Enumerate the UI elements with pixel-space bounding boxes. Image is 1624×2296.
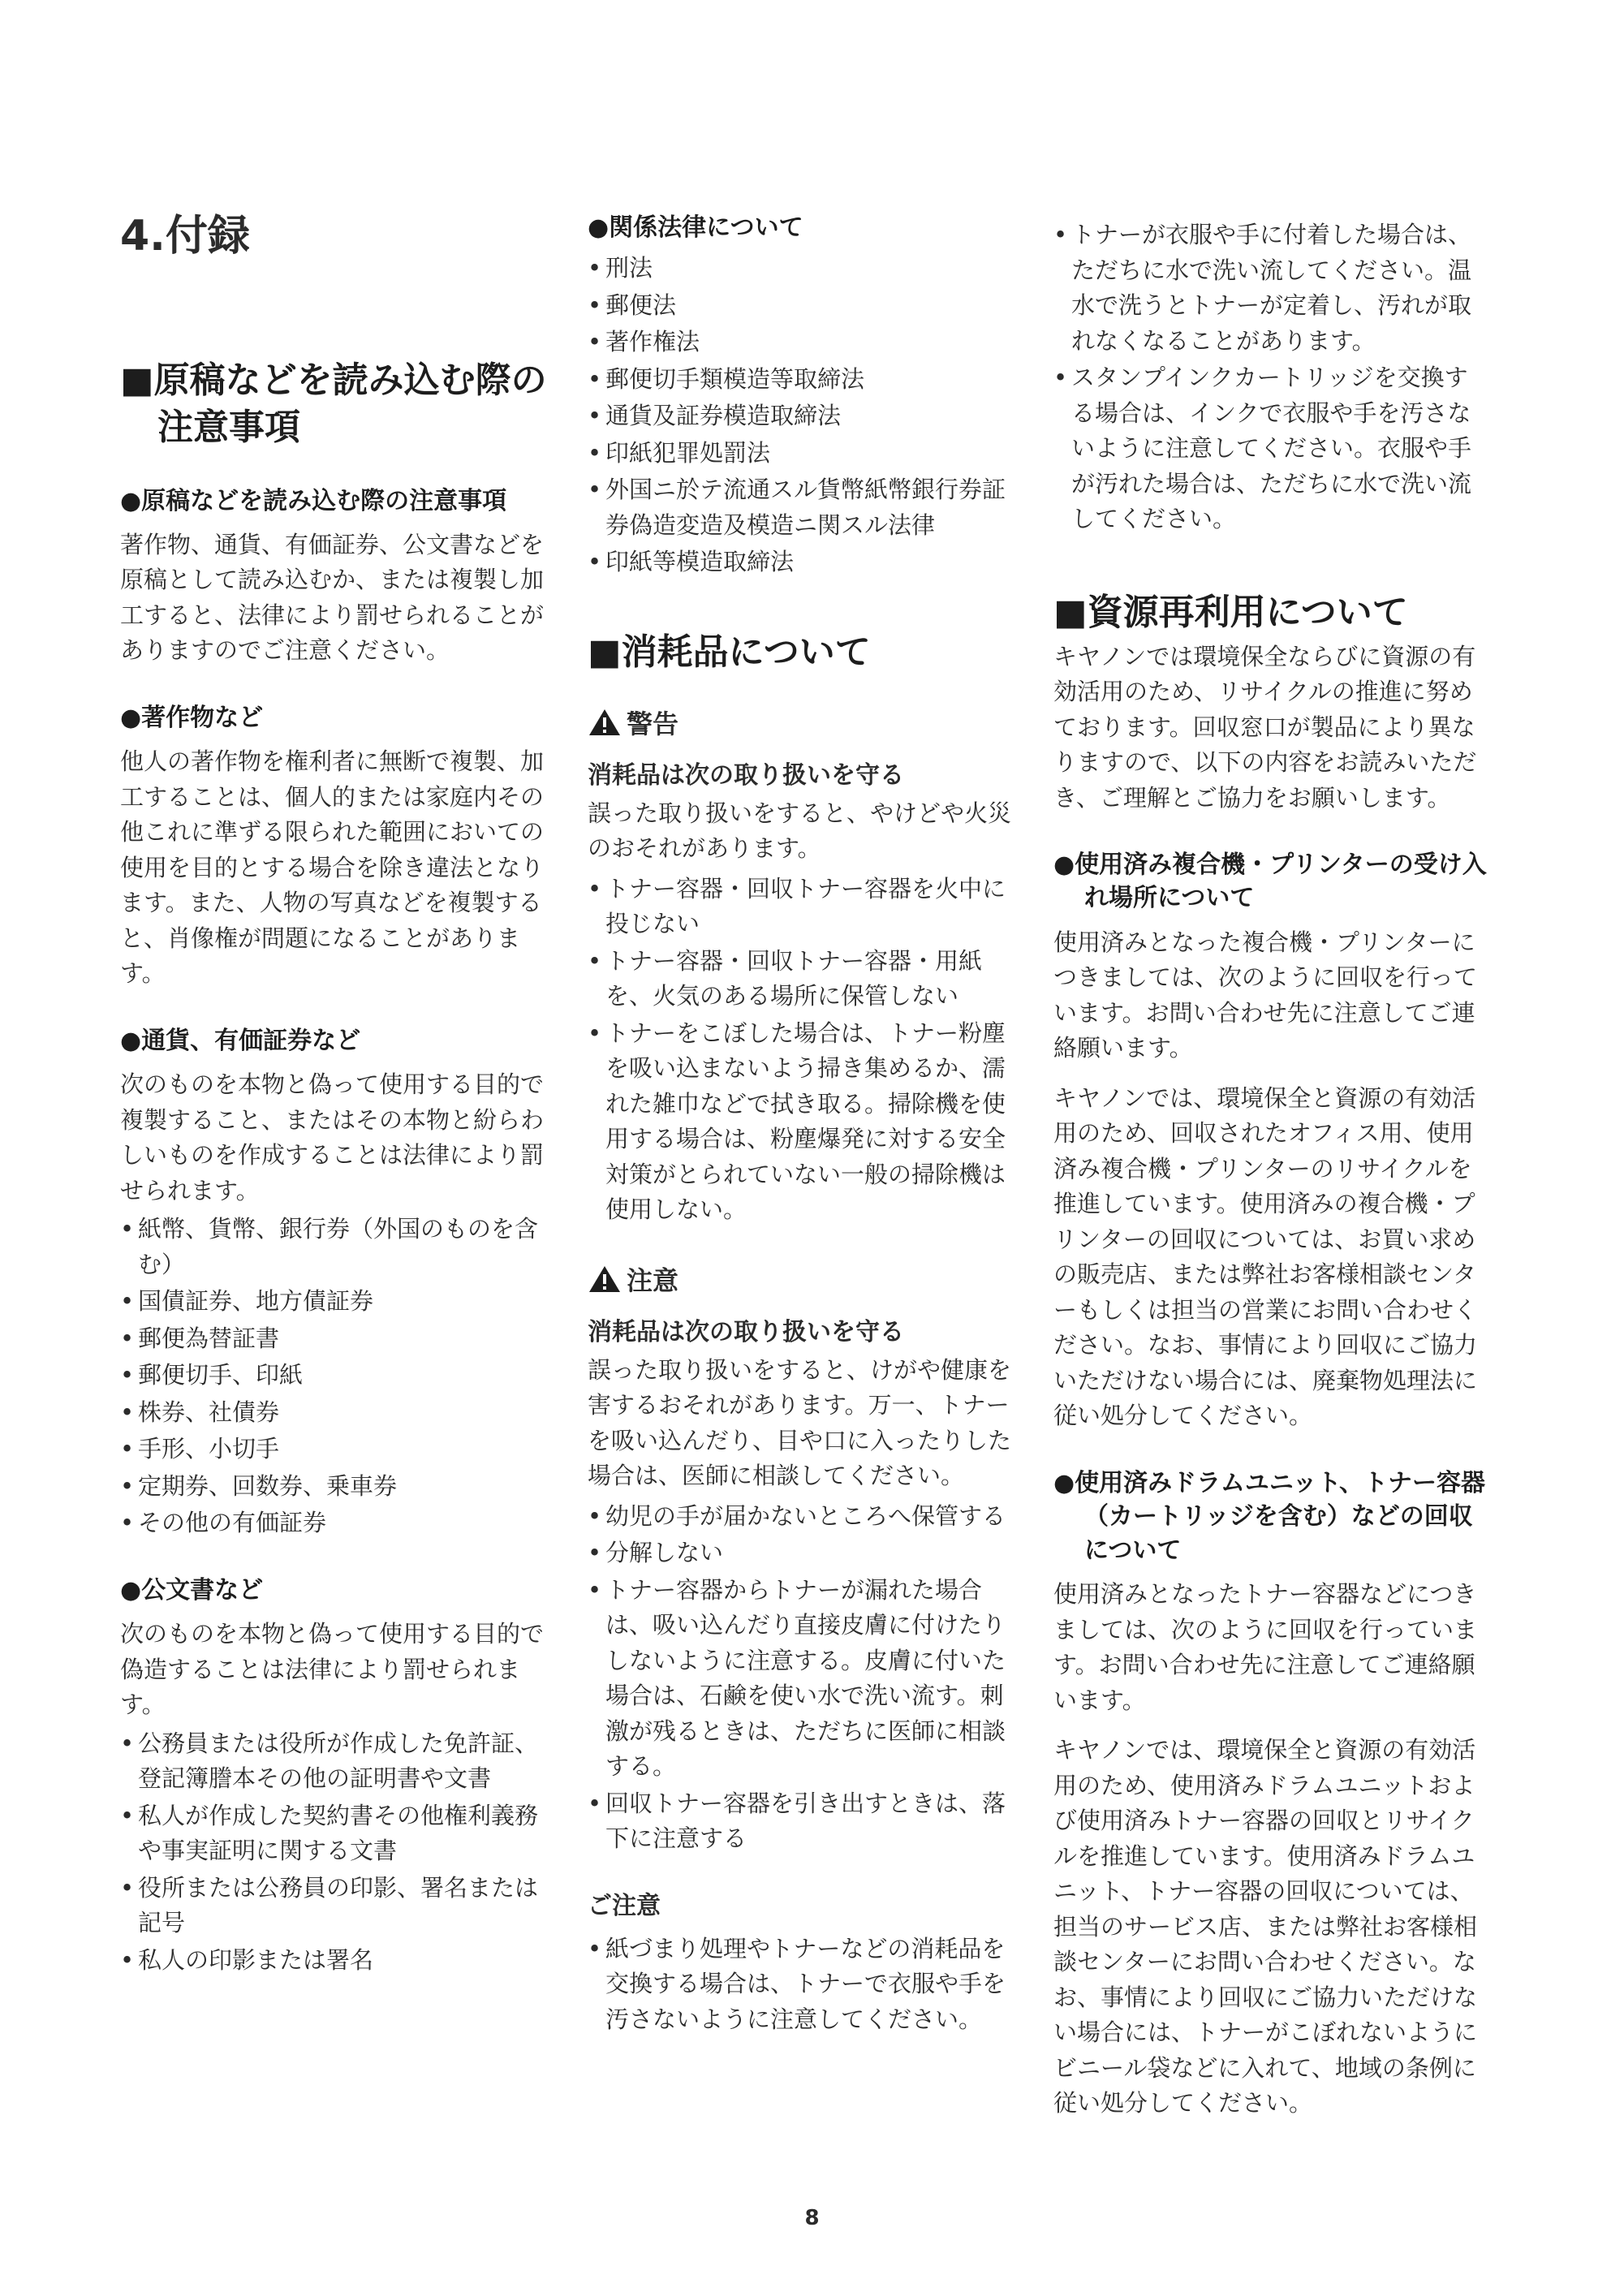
caution-heading: 消耗品は次の取り扱いを守る bbox=[588, 1317, 904, 1346]
list-item: • 著作権法 bbox=[588, 328, 700, 356]
list-item: • 郵便為替証書 bbox=[120, 1324, 280, 1352]
list-item: • 通貨及証券模造取締法 bbox=[588, 402, 842, 430]
list-item: • 外国ニ於テ流通スル貨幣紙幣銀行券証券偽造変造及模造ニ関スル法律 bbox=[588, 476, 1006, 539]
warning-label: 警告 bbox=[588, 704, 1018, 741]
column-left bbox=[120, 211, 554, 1978]
paragraph-used-drum-toner-2: キヤノンでは、環境保全と資源の有効活用のため、使用済みドラムユニットおよび使用済みトナー容器の回収とリサイクルを推進しています。使用済みドラムユニット、トナー容器の回収については、担当のサービス店、または弊社お客様相談センターにお問い合わせください。なお、事情により回収にご協力いただけない場合には、トナーがこぼれないようにビニール袋などに入れて、地域の条例に従い処分してください。 bbox=[1053, 1736, 1478, 2117]
caution-list bbox=[588, 1499, 1018, 1857]
paragraph-recycling: キヤノンでは環境保全ならびに資源の有効活用のため、リサイクルの推進に努めております。回収窓口が製品により異なりますので、以下の内容をお読みいただき、ご理解とご協力をお願いします。 bbox=[1053, 642, 1477, 812]
list-item: • 株券、社債券 bbox=[120, 1398, 280, 1426]
list-item: • 国債証券、地方債証券 bbox=[120, 1287, 374, 1316]
list-item: • 役所または公務員の印影、署名または記号 bbox=[120, 1873, 539, 1937]
paragraph-used-mfp-1: 使用済みとなった複合機・プリンターにつきましては、次のように回収を行っています。お問い合わせ先に注意してご連絡願います。 bbox=[1053, 928, 1478, 1062]
list-item: • 印紙等模造取締法 bbox=[588, 548, 795, 576]
page-number: 8 bbox=[804, 2206, 820, 2230]
subsection-title-public-documents: ●公文書など bbox=[120, 1575, 264, 1605]
list-item: • 私人の印影または署名 bbox=[120, 1945, 374, 1974]
subsection-title-currency: ●通貨、有価証券など bbox=[120, 1026, 361, 1055]
caution-paragraph: 誤った取り扱いをすると、けがや健康を害するおそれがあります。万一、トナーを吸い込んだり、目や口に入ったりした場合は、医師に相談してください。 bbox=[588, 1355, 1012, 1490]
list-item: • 公務員または役所が作成した免許証、登記簿謄本その他の証明書や文書 bbox=[120, 1729, 539, 1793]
paragraph-copyright: 他人の著作物を権利者に無断で複製、加工することは、個人的または家庭内その他これに準ずる限られた範囲においての使用を目的とする場合を除き違法となります。また、人物の写真などを複製すると、肖像権が問題になることがあります。 bbox=[120, 747, 545, 988]
laws-list bbox=[588, 251, 1018, 580]
section-title-scanning-precautions: ■原稿などを読み込む際の注意事項 bbox=[120, 360, 547, 449]
list-item: • 紙幣、貨幣、銀行券（外国のものを含む） bbox=[120, 1215, 539, 1278]
list-item: • その他の有価証券 bbox=[120, 1509, 327, 1537]
currency-list bbox=[120, 1212, 554, 1541]
list-item: • 郵便法 bbox=[588, 291, 677, 319]
caution-label: 注意 bbox=[588, 1260, 1018, 1298]
caution-triangle-icon bbox=[588, 1264, 622, 1294]
subsection-title-related-laws: ●関係法律について bbox=[588, 213, 803, 242]
warning-triangle-icon bbox=[588, 708, 622, 737]
column-middle bbox=[588, 211, 1018, 2037]
list-item: • トナー容器からトナーが漏れた場合は、吸い込んだり直接皮膚に付けたりしないように注意する。皮膚に付いた場合は、石鹸を使い水で洗い流す。刺激が残るときは、ただちに医師に相談する。 bbox=[588, 1575, 1006, 1781]
paragraph-used-mfp-2: キヤノンでは、環境保全と資源の有効活用のため、回収されたオフィス用、使用済み複合機・プリンターのリサイクルを推進しています。使用済みの複合機・プリンターの回収については、お買い求めの販売店、または弊社お客様相談センターもしくは担当の営業にお問い合わせください。なお、事情により回収にご協力いただけない場合には、廃棄物処理法に従い処分してください。 bbox=[1053, 1083, 1478, 1430]
paragraph-used-drum-toner-1: 使用済みとなったトナー容器などにつきましては、次のように回収を行っています。お問い合わせ先に注意してご連絡願います。 bbox=[1053, 1580, 1478, 1714]
subsection-title-used-mfp: ●使用済み複合機・プリンターの受け入れ場所について bbox=[1053, 851, 1487, 913]
list-item: • 手形、小切手 bbox=[120, 1435, 280, 1463]
page-title: 4.付録 bbox=[120, 212, 250, 261]
list-item: • 幼児の手が届かないところへ保管する bbox=[588, 1501, 1006, 1530]
section-title-recycling: ■資源再利用について bbox=[1053, 591, 1408, 633]
public-documents-list bbox=[120, 1726, 554, 1979]
paragraph-public-documents: 次のものを本物と偽って使用する目的で偽造することは法律により罰せられます。 bbox=[120, 1620, 545, 1719]
list-item: • 刑法 bbox=[588, 254, 653, 282]
warning-list bbox=[588, 872, 1018, 1228]
list-item: • トナーをこぼした場合は、トナー粉塵を吸い込まないよう掃き集めるか、濡れた雑巾などで拭き取る。掃除機を使用する場合は、粉塵爆発に対する安全対策がとられていない一般の掃除機は使用しない。 bbox=[588, 1019, 1006, 1224]
subsection-title-copyright: ●著作物など bbox=[120, 703, 264, 732]
list-item: • 郵便切手、印紙 bbox=[120, 1361, 304, 1389]
section-title-consumables: ■消耗品について bbox=[588, 631, 871, 673]
list-item: • 郵便切手類模造等取締法 bbox=[588, 364, 865, 393]
notice-heading: ご注意 bbox=[588, 1891, 661, 1920]
subsection-title-used-drum-toner: ●使用済みドラムユニット、トナー容器（カートリッジを含む）などの回収について bbox=[1053, 1468, 1485, 1565]
list-item: • トナーが衣服や手に付着した場合は、ただちに水で洗い流してください。温水で洗うとトナーが定着し、汚れが取れなくなることがあります。 bbox=[1053, 221, 1472, 355]
paragraph-currency: 次のものを本物と偽って使用する目的で複製すること、またはその本物と紛らわしいものを作成することは法律により罰せられます。 bbox=[120, 1070, 545, 1204]
list-item: • 紙づまり処理やトナーなどの消耗品を交換する場合は、トナーで衣服や手を汚さないように注意してください。 bbox=[588, 1934, 1006, 2033]
list-item: • 私人が作成した契約書その他権利義務や事実証明に関する文書 bbox=[120, 1801, 539, 1865]
list-item: • トナー容器・回収トナー容器・用紙を、火気のある場所に保管しない bbox=[588, 946, 983, 1010]
list-item: • 印紙犯罪処罰法 bbox=[588, 438, 771, 467]
notice-list bbox=[588, 1932, 1018, 2038]
list-item: • 分解しない bbox=[588, 1539, 724, 1567]
notice-list-continued bbox=[1053, 218, 1488, 537]
paragraph-scanning-precautions: 著作物、通貨、有価証券、公文書などを原稿として読み込むか、または複製し加工すると、法律により罰せられることがありますのでご注意ください。 bbox=[120, 530, 545, 665]
warning-heading: 消耗品は次の取り扱いを守る bbox=[588, 760, 904, 790]
subsection-title-scanning-precautions: ●原稿などを読み込む際の注意事項 bbox=[120, 486, 507, 515]
list-item: • 定期券、回数券、乗車券 bbox=[120, 1471, 398, 1500]
warning-paragraph: 誤った取り扱いをすると、やけどや火災のおそれがあります。 bbox=[588, 799, 1012, 863]
list-item: • 回収トナー容器を引き出すときは、落下に注意する bbox=[588, 1789, 1006, 1853]
list-item: • スタンプインクカートリッジを交換する場合は、インクで衣服や手を汚さないように注意してください。衣服や手が汚れた場合は、ただちに水で洗い流してください。 bbox=[1053, 364, 1472, 532]
list-item: • トナー容器・回収トナー容器を火中に投じない bbox=[588, 874, 1006, 938]
column-right bbox=[1053, 218, 1488, 2122]
